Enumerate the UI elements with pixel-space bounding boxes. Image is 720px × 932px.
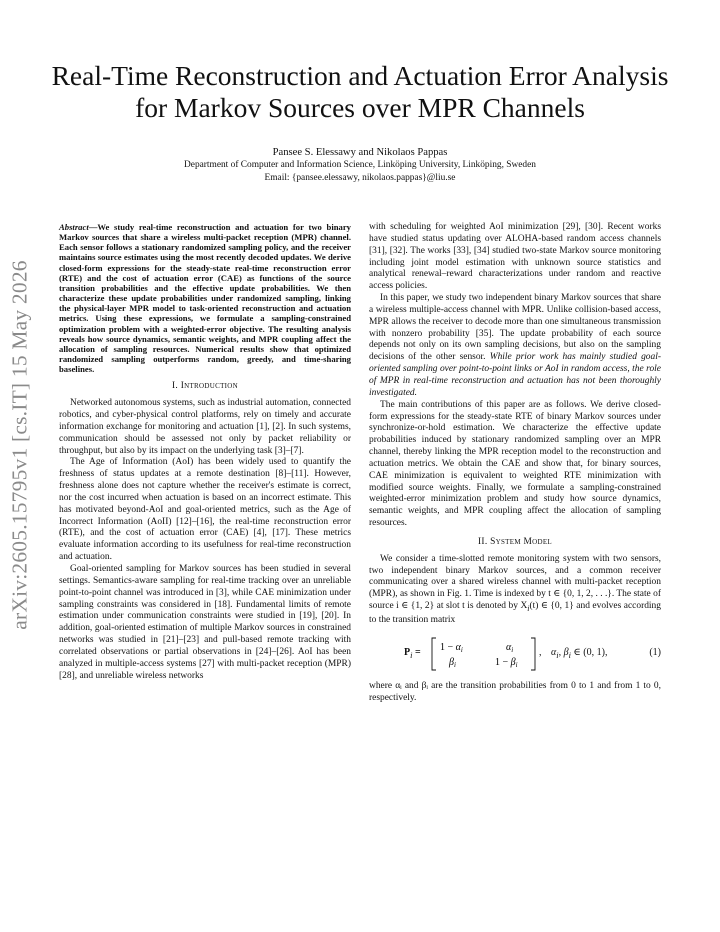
system-model-text-b: (t) ∈ {0, 1} and evolves according to the transition matrix xyxy=(369,601,661,625)
paper-title: Real-Time Reconstruction and Actuation Error Analysis for Markov Sources over MPR Channels xyxy=(51,60,669,123)
affiliation: Department of Computer and Information Science, Linköping University, Linköping, Sweden xyxy=(184,160,536,170)
intro-paragraph-2: The Age of Information (AoI) has been widely used to quantify the freshness of status updates at a remote destination [8]–[11]. However, freshness alone does not capture whether the receiver's estimate is correct, nor the cost incurred when actuation is based on an incorrect estimate. This has motivated beyond-AoI and goal-oriented metrics, such as the Age of Incorrect Information (AoII) [12]–[16], the real-time reconstruction error (RTE), and the cost of actuation error (CAE) [4], [17]. These metrics evaluate information according to its usefulness for real-time reconstruction and actuation. xyxy=(59,457,351,563)
equation-transition-matrix: $P_i$ = $1 - \alpha_i$ $\alpha_i$ $\beta_i$ $1 - \beta_i$ , $\alpha_i$, $\beta_i$ ∈ (0, 1), (1) xyxy=(369,635,661,675)
equation-matrix xyxy=(431,637,536,671)
arxiv-stamp xyxy=(2,230,38,660)
system-model-paragraph-1: We consider a time-slotted remote monitoring system with two sensors, two independent binary Markov sources, and a common receiver communicating over a shared wireless channel with multi-packet reception (MPR), as shown in Fig. 1. Time is indexed by t ∈ {0, 1, 2, . . .}. The state of source i ∈ {1, 2} at slot t is denoted by $X_i(t)$ ∈ {0, 1} and evolves according to the transition matrix xyxy=(369,553,661,625)
system-model-text-a: We consider a time-slotted remote monitoring system with two sensors, two independent binary Markov sources, and a common receiver communicating over a shared wireless channel with multi-packet reception (MPR), as shown in Fig. 1. Time is indexed by t ∈ {0, 1, 2, . . .}. The state of source i ∈ {1, 2} at slot t is denoted by X xyxy=(369,553,661,612)
intro-paragraph-4 xyxy=(369,293,661,400)
matrix-entry-21: $\beta_i$ xyxy=(449,656,456,669)
intro-paragraph-4-text: In this paper, we study two independent binary Markov sources that share a wireless multiple-access channel with MPR. Unlike collision-based access, MPR allows the receiver to decode more than one simultaneous transmission with nonzero probability [35]. The update probability of each source depends not only on its own sampling decisions, but also on the sampling decisions of the other sensor. xyxy=(369,293,661,363)
email-line: Email: {pansee.elessawy, nikolaos.pappas}@liu.se xyxy=(264,173,456,183)
intro-paragraph-5: The main contributions of this paper are as follows. We derive closed-form expressions for the steady-state RTE of binary Markov sources under synchronize-or-hold estimation. We characterize the effective update probabilities induced by stationary randomized sampling over an MPR channel, thereby linking the MPR reception model to the reconstruction and actuation metrics. We obtain the CAE and show that, for binary sources, CAE minimization is equivalent to weighted RTE minimization with modified source weights. Finally, we formulate a sampling-constrained weighted-error minimization problem and study how source dynamics, semantic weights, and MPR coupling affect the allocation of sampling resources. xyxy=(369,399,661,529)
abstract: Abstract—We study real-time reconstruction and actuation for two binary Markov sources that share a wireless multi-packet reception (MPR) channel. Each sensor follows a stationary randomized sampling policy, and the receiver maintains source estimates using the most recently decoded updates. We derive closed-form expressions for the steady-state real-time reconstruction error (RTE) and the cost of actuation error (CAE) as functions of the source transition probabilities and the effective update probabilities. We then characterize these update probabilities under randomized sampling, linking the physical-layer MPR model to task-oriented reconstruction and actuation metrics. Using these expressions, we formulate a sampling-constrained optimization problem with a weighted-error objective. The resulting analysis reveals how source dynamics, semantic weights, and MPR coupling affect the allocation of sampling resources. Numerical results show that optimized randomized sampling outperforms random, greedy, and time-sharing baselines. xyxy=(59,222,351,375)
abstract-label: Abstract xyxy=(59,222,89,232)
right-column xyxy=(369,222,661,704)
abstract-text: We study real-time reconstruction and actuation for two binary Markov sources that share a wireless multi-packet reception (MPR) channel. Each sensor follows a stationary randomized sampling policy, and the receiver maintains source estimates using the most recently decoded updates. We derive closed-form expressions for the steady-state real-time reconstruction error (RTE) and the cost of actuation error (CAE) as functions of the source transition probabilities and the effective update probabilities. We then characterize these update probabilities under randomized sampling, linking the physical-layer MPR model to task-oriented reconstruction and actuation metrics. Using these expressions, we formulate a sampling-constrained optimization problem with a weighted-error objective. The resulting analysis reveals how source dynamics, semantic weights, and MPR coupling affect the allocation of sampling resources. Numerical results show that optimized randomized sampling outperforms random, greedy, and time-sharing baselines. xyxy=(59,222,351,375)
intro-paragraph-3-continued: with scheduling for weighted AoI minimization [29], [30]. Recent works have studied status updating over ALOHA-based random access channels [31], [32]. The works [33], [34] studied two-state Markov source monitoring including joint model estimation with unknown source statistics and analytical renewal–reward characterizations under random and reactive access policies. xyxy=(369,222,661,292)
section-heading-system-model: II. System Model xyxy=(477,536,552,547)
intro-paragraph-1: Networked autonomous systems, such as industrial automation, connected robotics, and cyber-physical control platforms, rely on timely and accurate information exchange for monitoring and actuation [1], [2]. In such systems, communication should be assessed not only by packet reliability or throughput, but also by its impact on the underlying task [3]–[7]. xyxy=(59,398,351,456)
matrix-entry-12: $\alpha_i$ xyxy=(506,641,514,654)
author-list: Pansee S. Elessawy and Nikolaos Pappas xyxy=(272,147,448,158)
intro-paragraph-4-emphasis: While prior work has mainly studied goal-oriented sampling over point-to-point links or AoI in random access, the role of MPR in real-time reconstruction and actuation has not been thoroughly investigated. xyxy=(369,352,662,398)
section-heading-introduction: I. Introduction xyxy=(172,381,238,392)
equation-condition: $\alpha_i$, $\beta_i$ ∈ (0, 1), xyxy=(551,646,608,660)
arxiv-identifier: arXiv:2605.15795v1 [cs.IT] 15 May 2026 xyxy=(7,260,32,630)
matrix-entry-11: $1 - \alpha_i$ xyxy=(440,641,463,654)
system-model-paragraph-2: where αᵢ and βᵢ are the transition probabilities from 0 to 1 and from 1 to 0, respectively. xyxy=(369,680,661,703)
equation-number: (1) xyxy=(649,646,661,658)
equation-lhs: $P_i$ = xyxy=(404,646,421,660)
matrix-entry-22: $1 - \beta_i$ xyxy=(495,656,518,669)
left-column xyxy=(59,222,351,682)
intro-paragraph-3: Goal-oriented sampling for Markov sources has been studied in several settings. Semantics-aware sampling for real-time tracking over an unreliable point-to-point channel was introduced in [3], while CAE minimization under sampling constraints was considered in [18]. Fundamental limits of remote estimation under communication constraints were studied in [19], [20]. In addition, goal-oriented estimation of multiple Markov sources in constrained networks was studied in [21]–[23] and pull-based remote tracking with correlated observations or partial observations in [24]–[26]. AoI has been analyzed in multiple-access systems [27] with multi-packet reception (MPR) [28], and unreliable wireless networks xyxy=(59,564,351,681)
